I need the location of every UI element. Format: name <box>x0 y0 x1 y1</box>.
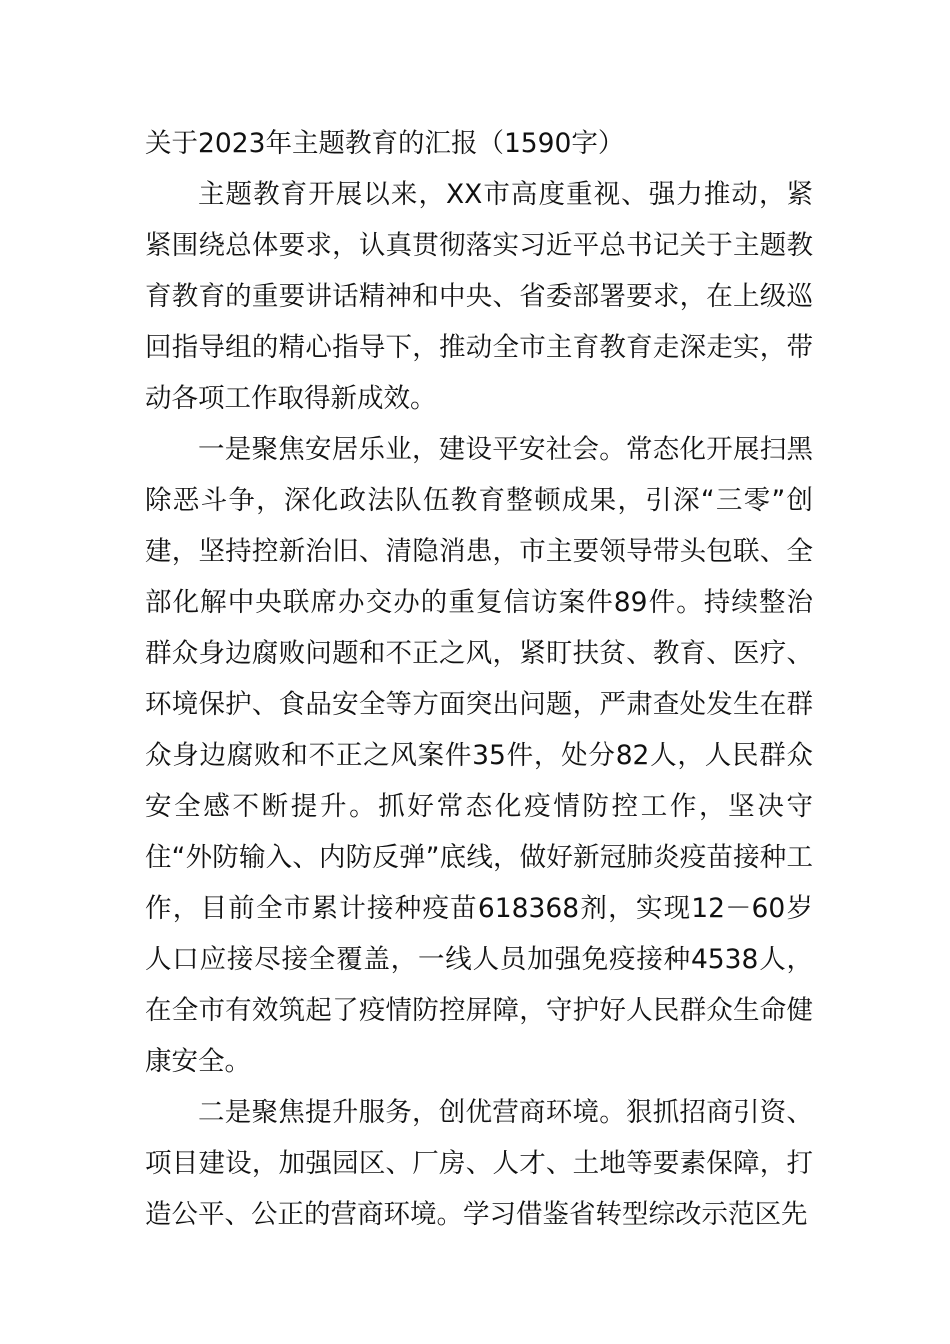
document-body <box>145 118 813 1240</box>
document-title: 关于2023年主题教育的汇报（1590字） <box>145 128 625 159</box>
paragraph-intro: 主题教育开展以来，XX市高度重视、强力推动，紧紧围绕总体要求，认真贯彻落实习近平总书记关于主题教育教育的重要讲话精神和中央、省委部署要求，在上级巡回指导组的精心指导下，推动全市主育教育走深走实，带动各项工作取得新成效。 <box>145 179 813 414</box>
paragraph-safety: 一是聚焦安居乐业，建设平安社会。常态化开展扫黑除恶斗争，深化政法队伍教育整顿成果，引深“三零”创建，坚持控新治旧、清隐消患，市主要领导带头包联、全部化解中央联席办交办的重复信访案件89件。持续整治群众身边腐败问题和不正之风，紧盯扶贫、教育、医疗、环境保护、食品安全等方面突出问题，严肃查处发生在群众身边腐败和不正之风案件35件，处分82人，人民群众安全感不断提升。抓好常态化疫情防控工作，坚决守住“外防输入、内防反弹”底线，做好新冠肺炎疫苗接种工作，目前全市累计接种疫苗618368剂，实现12－60岁人口应接尽接全覆盖，一线人员加强免疫接种4538人，在全市有效筑起了疫情防控屏障，守护好人民群众生命健康安全。 <box>145 434 813 1077</box>
paragraph-business-environment: 二是聚焦提升服务，创优营商环境。狠抓招商引资、项目建设，加强园区、厂房、人才、土地等要素保障，打造公平、公正的营商环境。学习借鉴省转型综改示范区先 <box>145 1097 813 1230</box>
